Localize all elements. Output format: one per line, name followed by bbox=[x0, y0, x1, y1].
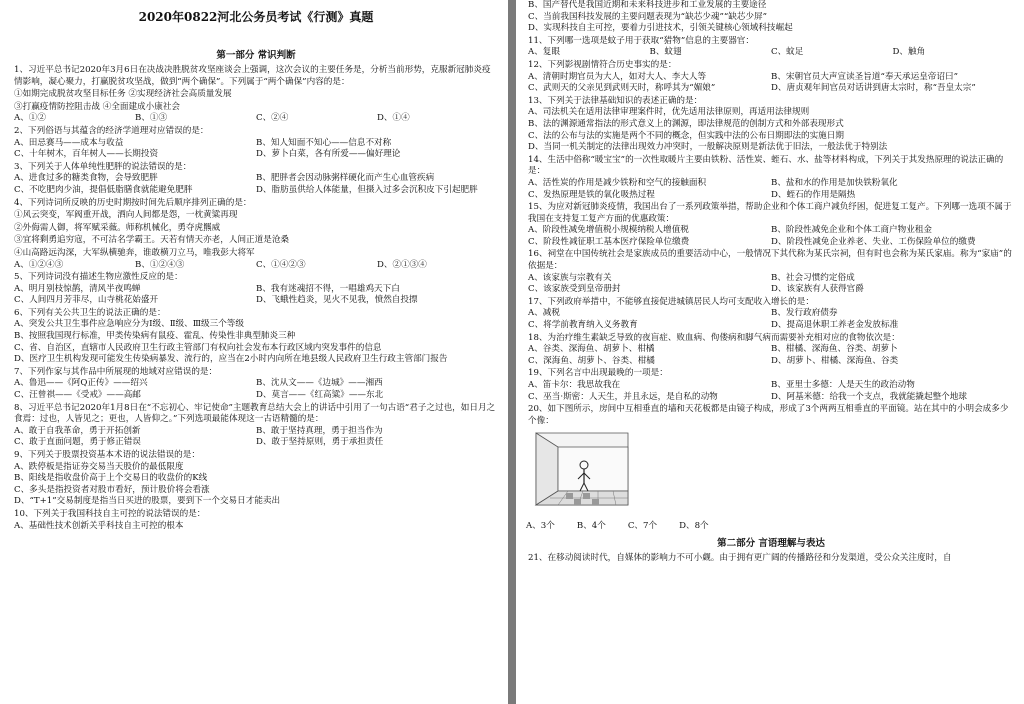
question-text: 16、祠堂在中国传统社会是家族成员的重要活动中心，一般情况下其代称为某氏宗祠，但有时也会称为某氏家庙。称为“家庙”的依据是： bbox=[528, 249, 1012, 272]
answer-options bbox=[528, 380, 1014, 403]
answer-option: D、当同一机关制定的法律出现效力冲突时，一般解决原则是新法优于旧法，一般法优于特别法 bbox=[528, 142, 888, 153]
question-text: 18、为治疗维生素缺乏导致的夜盲症、败血病、佝偻病和脚气病而需要补充相对应的食物依次是： bbox=[528, 332, 900, 343]
question-text: ③打赢疫情防控阻击战 ④全面建成小康社会 bbox=[14, 101, 181, 112]
question-text: 6、下列有关公共卫生的说法正确的是： bbox=[14, 307, 166, 318]
answer-option: A、进食过多的糖类食物，会导致肥胖 bbox=[14, 173, 158, 184]
question-text: 5、下列诗词没有描述生物应激性反应的是： bbox=[14, 272, 183, 283]
answer-option: C、人间四月芳菲尽，山寺桃花始盛开 bbox=[14, 295, 159, 306]
answer-option: A、谷类、深海鱼、胡萝卜、柑橘 bbox=[528, 344, 655, 355]
answer-option: C、①④②③ bbox=[256, 259, 306, 270]
left-page bbox=[0, 0, 508, 704]
answer-option: A、该家族与宗教有关 bbox=[528, 272, 612, 283]
answer-options bbox=[528, 72, 1014, 95]
answer-option: C、省、自治区，直辖市人民政府卫生行政主管部门有权向社会发布本行政区域内突发事件的信息 bbox=[14, 342, 382, 353]
question-text: ①风云突变，军阀重开战，洒向人间都是怨，一枕黄粱再现 bbox=[14, 210, 238, 221]
answer-options bbox=[14, 521, 498, 533]
answer-option: A、①②④③ bbox=[14, 259, 64, 270]
question-text: 2、下列俗语与其蕴含的经济学道理对应错误的是： bbox=[14, 125, 209, 136]
question-text: 15、为应对新冠肺炎疫情，我国出台了一系列政策举措，帮助企业和个体工商户减负纾困，促进复工复产。下列哪一选项不属于我国在支持复工复产方面的优惠政策： bbox=[528, 202, 1012, 224]
answer-options bbox=[14, 378, 498, 401]
answer-option: D、该家族有人获得官爵 bbox=[771, 284, 864, 295]
answer-option: D、胡萝卜、柑橘、深海鱼、谷类 bbox=[771, 355, 899, 366]
answer-option: D、阿基米德：给我一个支点，我就能撬起整个地球 bbox=[771, 391, 967, 402]
question-text: 14、生活中俗称“暖宝宝”的一次性取暖片主要由铁粉、活性炭、蛭石、水、盐等材料构成，下列关于其发热原理的说法正确的是： bbox=[528, 154, 1004, 177]
question-text: ②外侮需人御，将军赋采薇。师称机械化，勇夺虎羆威 bbox=[14, 222, 221, 233]
answer-option: D、医疗卫生机构发现可能发生传染病暴发、流行的，应当在2小时内向所在地县级人民政府卫生行政主管部门报告 bbox=[14, 354, 448, 365]
q20-option-b: B、4个 bbox=[576, 521, 606, 532]
answer-options bbox=[14, 462, 498, 508]
answer-option: B、我有迷魂招不得，一唱雄鸡天下白 bbox=[256, 283, 400, 294]
question-text: 10、下列关于我国科技自主可控的说法错误的是： bbox=[14, 508, 206, 519]
answer-option: B、知人知面不知心——信息不对称 bbox=[256, 137, 392, 148]
answer-options bbox=[14, 185, 498, 197]
answer-option: B、柑橘、深海鱼、谷类、胡萝卜 bbox=[771, 344, 898, 355]
answer-option: D、提高退休职工养老金发放标准 bbox=[771, 320, 899, 331]
exam-title: 2020年0822河北公务员考试《行测》真题 bbox=[138, 10, 374, 24]
answer-options bbox=[14, 426, 498, 449]
answer-option: D、敢于坚持原则，勇于承担责任 bbox=[256, 437, 384, 448]
answer-option: A、清朝时期官员为大人，如对大人、李大人等 bbox=[528, 71, 707, 82]
question-text: 8、习近平总书记2020年1月8日在“不忘初心、牢记使命”主题教育总结大会上的讲话中引用了一句古语“君子之过也，如日月之食焉：过也，人皆见之；更也，人皆仰之。”下列选项最能体现这一古语精髓的是： bbox=[14, 402, 496, 425]
answer-option: D、唐贞观年间官员对话讲到唐太宗时，称“吾皇太宗” bbox=[771, 83, 976, 94]
question-text: 9、下列关于股票投资基本术语的说法错误的是： bbox=[14, 450, 200, 460]
question-text: 4、下列诗词所反映的历史时期按时间先后顺序排列正确的是： bbox=[14, 197, 252, 208]
question-text: 1、习近平总书记2020年3月6日在决战决胜脱贫攻坚座谈会上强调，这次会议的主要任务是，分析当前形势，克服新冠肺炎疫情影响，凝心聚力，打赢脱贫攻坚战，做到“两个确保”。下列属于“两个确保”内容的是： bbox=[14, 65, 491, 87]
answer-option: A、活性炭的作用是减少铁粉和空气的接触面积 bbox=[528, 177, 707, 188]
question-text: 7、下列作家与其作品中所展现的地域对应错误的是： bbox=[14, 366, 218, 377]
answer-option: B、蚊翅 bbox=[649, 47, 682, 58]
answer-option: A、①② bbox=[14, 113, 46, 124]
question-text: 20、如下图所示，房间中互相垂直的墙和天花板都是由镜子构成，形成了3个两两互相垂直的平面镜。站在其中的小明会成多少个像： bbox=[528, 404, 1009, 426]
answer-option: A、复眼 bbox=[528, 47, 560, 58]
answer-option: B、社会习惯约定俗成 bbox=[771, 272, 855, 283]
answer-option: B、国产替代是我国近期和未来科技进步和工业发展的主要途径 bbox=[528, 0, 767, 10]
answer-option: B、法的渊源通常指法的形式意义上的渊源，即法律规范的创制方式和外部表现形式 bbox=[528, 118, 844, 129]
answer-option: C、发热原理是铁的氧化吸热过程 bbox=[528, 189, 655, 200]
answer-option: C、该家族受到皇帝册封 bbox=[528, 284, 621, 295]
mirror-room-illustration bbox=[526, 429, 638, 532]
question-text: 19、下列名言中出现最晚的一项是： bbox=[528, 368, 668, 379]
answer-options bbox=[528, 178, 1014, 201]
question-text: 13、下列关于法律基础知识的表述正确的是： bbox=[528, 95, 703, 106]
page-gutter bbox=[508, 0, 516, 704]
answer-option: C、将学前教育纳入义务教育 bbox=[528, 320, 638, 331]
answer-option: C、巫当·斯密：人天生，并且永远，是自私的动物 bbox=[528, 391, 718, 402]
answer-option: A、鲁迅——《阿Q正传》——绍兴 bbox=[14, 378, 148, 389]
answer-option: B、宋朝官员大声宣读圣旨道“奉天承运皇帝诏曰” bbox=[771, 71, 958, 82]
answer-option: B、阳线是指收盘价高于上个交易日的收盘价的K线 bbox=[14, 473, 208, 484]
q20-option-a: A、3个 bbox=[526, 521, 555, 532]
answer-options bbox=[14, 284, 498, 307]
question-text: ④山高路远沟深，大军纵横驰奔，谁敢横刀立马，唯我彭大将军 bbox=[14, 247, 255, 258]
answer-option: D、①④ bbox=[377, 113, 410, 124]
answer-option: C、十年树木，百年树人——长期投资 bbox=[14, 149, 159, 160]
answer-option: D、触角 bbox=[892, 47, 926, 58]
answer-option: D、脂肪虽供给人体能量，但摄入过多会沉积皮下引起肥胖 bbox=[256, 184, 478, 195]
question-text: ③宜将剩勇追穷寇，不可沽名学霸王。天若有情天亦老，人间正道是沧桑 bbox=[14, 235, 290, 246]
answer-option: C、当前我国科技发展的主要问题表现为“缺芯少魂”“缺芯少屏” bbox=[528, 11, 767, 22]
answer-option: D、实现科技自主可控，要着力引进技术，引领关键核心领域科技崛起 bbox=[528, 23, 793, 34]
left-questions bbox=[14, 65, 498, 532]
answer-options bbox=[14, 138, 498, 161]
answer-options bbox=[528, 273, 1014, 296]
answer-option: D、阶段性减免企业养老、失业、工伤保险单位的缴费 bbox=[771, 236, 976, 247]
answer-options bbox=[528, 47, 1014, 59]
answer-options bbox=[528, 107, 1014, 153]
answer-option: C、阶段性减征职工基本医疗保险单位缴费 bbox=[528, 236, 690, 247]
answer-option: A、田忌赛马——成本与收益 bbox=[14, 137, 124, 148]
answer-option: B、阶段性减免企业和个体工商户物业租金 bbox=[771, 225, 933, 236]
right-questions-continued bbox=[528, 535, 1014, 565]
q20-option-d: D、8个 bbox=[679, 521, 709, 532]
question-text: 12、下列影视剧情符合历史事实的是： bbox=[528, 59, 677, 70]
answer-option: C、②④ bbox=[256, 113, 289, 124]
right-questions bbox=[528, 0, 1014, 427]
question-text: 3、下列关于人体单纯性肥胖的说法错误的是： bbox=[14, 161, 192, 172]
answer-option: C、汪曾祺——《受戒》——高邮 bbox=[14, 390, 141, 401]
answer-options bbox=[14, 319, 498, 365]
answer-option: D、②①③④ bbox=[377, 259, 427, 270]
answer-option: C、蚊足 bbox=[771, 47, 804, 58]
q20-option-c: C、7个 bbox=[627, 521, 658, 532]
answer-option: A、跌停板是指证券交易当天股价的最低限度 bbox=[14, 461, 184, 472]
answer-options bbox=[528, 0, 1014, 35]
answer-options bbox=[528, 344, 1014, 367]
answer-option: B、①②④③ bbox=[135, 259, 185, 270]
answer-option: C、法的公布与法的实施是两个不同的概念，但实践中法的公布日期即法的实施日期 bbox=[528, 130, 844, 141]
answer-option: A、阶段性减免增值税小规模纳税人增值税 bbox=[528, 225, 689, 236]
answer-options bbox=[14, 113, 498, 125]
question-text: 11、下列哪一选项是蚊子用于获取“猎物”信息的主要器官： bbox=[528, 35, 754, 46]
answer-option: B、肥胖者会因动脉粥样硬化而产生心血管疾病 bbox=[256, 173, 435, 184]
answer-options bbox=[14, 173, 498, 185]
section-heading-common-sense: 第一部分 常识判断 bbox=[216, 50, 296, 61]
answer-option: B、盐和水的作用是加快铁粉氧化 bbox=[771, 177, 898, 188]
answer-option: D、“T+1”交易制度是指当日买进的股票，要到下一个交易日才能卖出 bbox=[14, 496, 281, 507]
answer-option: A、突发公共卫生事件应急响应分为Ⅰ级、Ⅱ级、Ⅲ级三个等级 bbox=[14, 319, 244, 330]
answer-option: D、莫言——《红高粱》——东北 bbox=[256, 390, 384, 401]
answer-option: A、司法机关在适用法律审理案件时，优先适用法律原则，再适用法律规则 bbox=[528, 107, 810, 118]
answer-option: B、①③ bbox=[135, 113, 168, 124]
answer-option: D、萝卜白菜，各有所爱——偏好理论 bbox=[256, 149, 401, 160]
answer-options bbox=[14, 260, 498, 272]
question-text: 21、在移动阅读时代，自媒体的影响力不可小觑。由于拥有更广阔的传播路径和分发渠道，受公众关注度时，自 bbox=[528, 553, 952, 564]
answer-options bbox=[528, 308, 1014, 331]
answer-option: B、敢于坚持真理，勇于担当作为 bbox=[256, 425, 383, 436]
answer-option: C、武则天的父亲见到武则天时，称呼其为“媚娘” bbox=[528, 83, 716, 94]
answer-option: C、不吃肥肉少油，提倡低脂膳食就能避免肥胖 bbox=[14, 184, 193, 195]
question-text: ①如期完成脱贫攻坚目标任务 ②实现经济社会高质量发展 bbox=[14, 89, 232, 100]
answer-option: A、笛卡尔：我思故我在 bbox=[528, 380, 621, 390]
answer-option: B、沈从文——《边城》——湘西 bbox=[256, 378, 383, 389]
section-heading-verbal: 第二部分 言语理解与表达 bbox=[717, 538, 825, 550]
answer-option: B、发行政府债券 bbox=[771, 308, 838, 319]
answer-option: B、亚里士多德：人是天生的政治动物 bbox=[771, 380, 915, 390]
answer-options bbox=[528, 225, 1014, 248]
answer-option: B、按照我国现行标准，甲类传染病有鼠疫、霍乱、传染性非典型肺炎三种 bbox=[14, 331, 296, 342]
answer-option: A、明月别枝惊鹊，清风半夜鸣蝉 bbox=[14, 283, 141, 294]
answer-option: D、飞蛾性趋炎，见火不见我，愤然自投摽 bbox=[256, 295, 418, 306]
q20-figure bbox=[526, 429, 1014, 532]
answer-option: C、敢于直面问题，勇于修正错误 bbox=[14, 437, 141, 448]
answer-option: C、多头是指投资者对股市看好，预计股价将会看涨 bbox=[14, 484, 210, 495]
answer-option: A、敢于自我革命，勇于开拓创新 bbox=[14, 425, 141, 436]
right-page bbox=[516, 0, 1024, 704]
answer-option: A、基础性技术创新关乎科技自主可控的根本 bbox=[14, 520, 184, 531]
answer-option: D、蛭石的作用是隔热 bbox=[771, 189, 856, 200]
answer-option: C、深海鱼、胡萝卜、谷类、柑橘 bbox=[528, 355, 655, 366]
answer-option: A、减税 bbox=[528, 308, 560, 319]
q20-options bbox=[526, 519, 709, 531]
question-text: 17、下列政府举措中，不能够直接促进城镇居民人均可支配收入增长的是： bbox=[528, 296, 814, 307]
